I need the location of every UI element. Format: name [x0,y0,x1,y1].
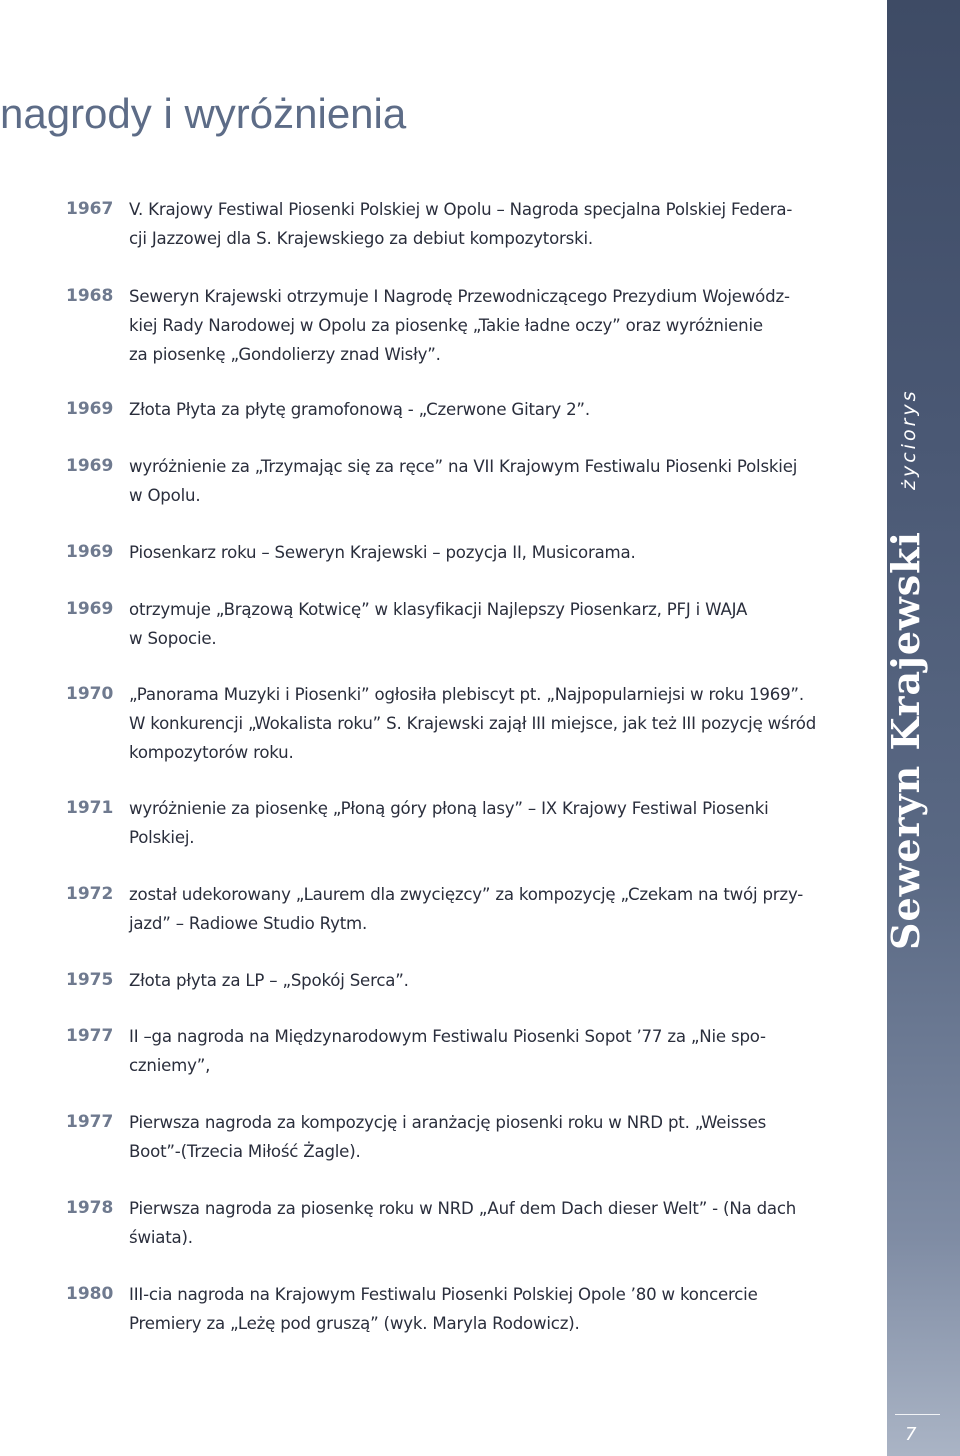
entry-description-line: jazd” – Radiowe Studio Rytm. [129,914,368,933]
entry-description [129,595,864,653]
page-title: nagrody i wyróżnienia [0,90,407,137]
entry-description-line: W konkurencji „Wokalista roku” S. Krajewski zajął III miejsce, jak też III pozycję wśród [129,714,817,733]
entry-description [129,282,864,369]
entry-description-line: Seweryn Krajewski otrzymuje I Nagrodę Przewodniczącego Prezydium Wojewódz- [129,287,790,306]
artist-name: Seweryn Krajewski [883,531,928,950]
entry-year: 1967 [66,199,114,219]
section-label: życiorys [898,388,920,490]
entry-description-line: kompozytorów roku. [129,743,294,762]
entry-description [129,966,864,995]
entry-description-line: II –ga nagroda na Międzynarodowym Festiwalu Piosenki Sopot ’77 za „Nie spo- [129,1027,766,1046]
entry-description-line: Pierwsza nagroda za kompozycję i aranżację piosenki roku w NRD pt. „Weisses [129,1113,767,1132]
entry-description-line: Premiery za „Leżę pod gruszą” (wyk. Maryla Rodowicz). [129,1314,580,1333]
entry-description-line: Polskiej. [129,828,195,847]
page-number-divider [895,1414,940,1415]
entry-description-line: V. Krajowy Festiwal Piosenki Polskiej w Opolu – Nagroda specjalna Polskiej Federa- [129,200,793,219]
entry-description [129,1280,864,1338]
entry-description-line: Złota płyta za LP – „Spokój Serca”. [129,971,409,990]
entry-year: 1977 [66,1112,114,1132]
entry-description [129,538,864,567]
entry-description [129,1108,864,1166]
entry-description [129,452,864,510]
entry-description [129,395,864,424]
entry-year: 1977 [66,1026,114,1046]
entry-year: 1978 [66,1198,114,1218]
entry-description-line: świata). [129,1228,193,1247]
entry-year: 1968 [66,286,114,306]
entry-description-line: otrzymuje „Brązową Kotwicę” w klasyfikacji Najlepszy Piosenkarz, PFJ i WAJA [129,600,748,619]
entry-description [129,195,864,253]
entry-year: 1970 [66,684,114,704]
entry-year: 1975 [66,970,114,990]
entry-year: 1980 [66,1284,114,1304]
entry-year: 1969 [66,599,114,619]
entry-description-line: Pierwsza nagroda za piosenkę roku w NRD „Auf dem Dach dieser Welt” - (Na dach [129,1199,797,1218]
entry-description-line: wyróżnienie za piosenkę „Płoną góry płoną lasy” – IX Krajowy Festiwal Piosenki [129,799,769,818]
entry-description-line: Boot”-(Trzecia Miłość Żagle). [129,1142,361,1161]
entry-description-line: za piosenkę „Gondolierzy znad Wisły”. [129,345,441,364]
entry-description [129,680,864,767]
entry-year: 1971 [66,798,114,818]
entry-year: 1969 [66,542,114,562]
entry-description-line: wyróżnienie za „Trzymając się za ręce” na VII Krajowym Festiwalu Piosenki Polskiej [129,457,798,476]
entry-description-line: w Sopocie. [129,629,217,648]
entry-description [129,1022,864,1080]
entry-description-line: kiej Rady Narodowej w Opolu za piosenkę „Takie ładne oczy” oraz wyróżnienie [129,316,763,335]
entry-description-line: czniemy”, [129,1056,211,1075]
entry-description [129,794,864,852]
entry-year: 1969 [66,399,114,419]
entry-description-line: Złota Płyta za płytę gramofonową - „Czerwone Gitary 2”. [129,400,590,419]
entry-description-line: „Panorama Muzyki i Piosenki” ogłosiła plebiscyt pt. „Najpopularniejsi w roku 1969”. [129,685,804,704]
entry-description-line: cji Jazzowej dla S. Krajewskiego za debiut kompozytorski. [129,229,593,248]
entry-description-line: III-cia nagroda na Krajowym Festiwalu Piosenki Polskiej Opole ’80 w koncercie [129,1285,758,1304]
entry-year: 1972 [66,884,114,904]
entry-description-line: Piosenkarz roku – Seweryn Krajewski – pozycja II, Musicorama. [129,543,636,562]
page-number: 7 [905,1424,917,1445]
entry-description-line: został udekorowany „Laurem dla zwycięzcy” za kompozycję „Czekam na twój przy- [129,885,804,904]
entry-year: 1969 [66,456,114,476]
entry-description-line: w Opolu. [129,486,201,505]
entry-description [129,880,864,938]
entry-description [129,1194,864,1252]
